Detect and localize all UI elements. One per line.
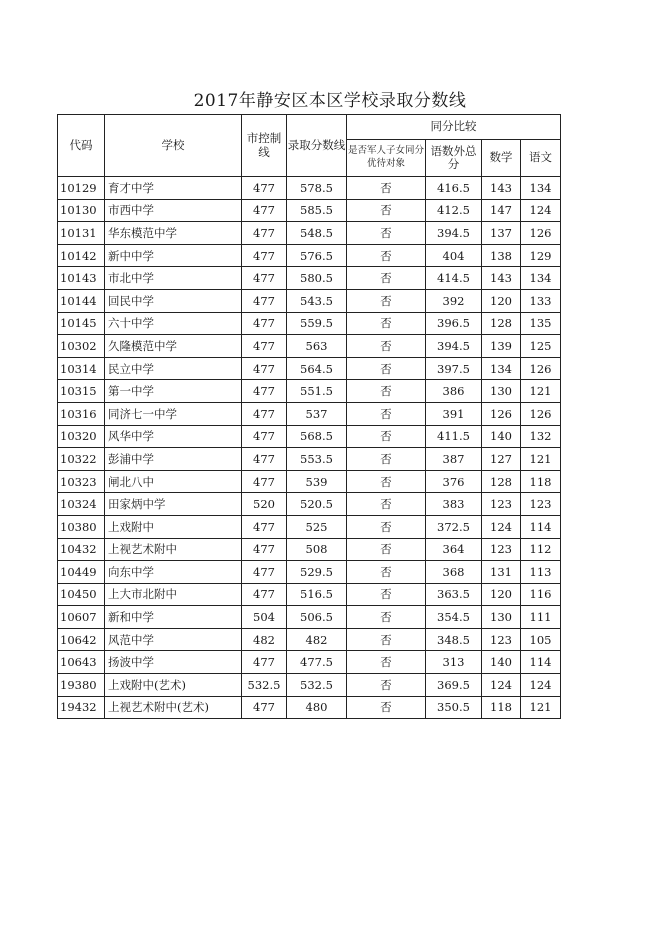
- military-priority-cell: 否: [347, 244, 426, 267]
- chinese-score-cell: 124: [521, 199, 561, 222]
- chinese-score-cell: 105: [521, 628, 561, 651]
- math-score-cell: 123: [482, 493, 521, 516]
- control-line-cell: 477: [242, 402, 287, 425]
- school-cell: 风华中学: [105, 425, 242, 448]
- table-row: [58, 448, 561, 471]
- table-row: [58, 470, 561, 493]
- code-cell: 10380: [58, 515, 105, 538]
- admission-score-cell: 537: [287, 402, 347, 425]
- table-row: [58, 177, 561, 200]
- military-priority-cell: 否: [347, 312, 426, 335]
- math-score-cell: 139: [482, 335, 521, 358]
- header-admission-score: 录取分数线: [287, 115, 347, 177]
- total-score-cell: 364: [426, 538, 482, 561]
- control-line-cell: 477: [242, 199, 287, 222]
- admission-score-cell: 563: [287, 335, 347, 358]
- header-chinese: 语文: [521, 140, 561, 177]
- military-priority-cell: 否: [347, 402, 426, 425]
- control-line-cell: 520: [242, 493, 287, 516]
- total-score-cell: 391: [426, 402, 482, 425]
- admission-score-cell: 543.5: [287, 289, 347, 312]
- table-row: [58, 674, 561, 697]
- table-row: [58, 493, 561, 516]
- school-cell: 育才中学: [105, 177, 242, 200]
- military-priority-cell: 否: [347, 606, 426, 629]
- admission-score-cell: 532.5: [287, 674, 347, 697]
- control-line-cell: 477: [242, 538, 287, 561]
- admission-score-cell: 508: [287, 538, 347, 561]
- code-cell: 19380: [58, 674, 105, 697]
- military-priority-cell: 否: [347, 357, 426, 380]
- chinese-score-cell: 126: [521, 357, 561, 380]
- admission-score-cell: 516.5: [287, 583, 347, 606]
- math-score-cell: 130: [482, 380, 521, 403]
- chinese-score-cell: 133: [521, 289, 561, 312]
- school-cell: 回民中学: [105, 289, 242, 312]
- control-line-cell: 477: [242, 177, 287, 200]
- chinese-score-cell: 114: [521, 651, 561, 674]
- total-score-cell: 411.5: [426, 425, 482, 448]
- total-score-cell: 394.5: [426, 222, 482, 245]
- school-cell: 彭浦中学: [105, 448, 242, 471]
- total-score-cell: 392: [426, 289, 482, 312]
- chinese-score-cell: 111: [521, 606, 561, 629]
- control-line-cell: 532.5: [242, 674, 287, 697]
- admission-score-cell: 568.5: [287, 425, 347, 448]
- chinese-score-cell: 126: [521, 222, 561, 245]
- control-line-cell: 482: [242, 628, 287, 651]
- military-priority-cell: 否: [347, 674, 426, 697]
- school-cell: 第一中学: [105, 380, 242, 403]
- table-row: [58, 312, 561, 335]
- admission-score-cell: 585.5: [287, 199, 347, 222]
- admission-score-cell: 580.5: [287, 267, 347, 290]
- code-cell: 10131: [58, 222, 105, 245]
- admission-score-cell: 548.5: [287, 222, 347, 245]
- header-total-excl-lang: 语数外总分: [426, 140, 482, 177]
- control-line-cell: 477: [242, 651, 287, 674]
- military-priority-cell: 否: [347, 177, 426, 200]
- school-cell: 六十中学: [105, 312, 242, 335]
- table-row: [58, 538, 561, 561]
- admission-score-cell: 480: [287, 696, 347, 719]
- military-priority-cell: 否: [347, 628, 426, 651]
- admission-score-cell: 506.5: [287, 606, 347, 629]
- school-cell: 上戏附中(艺术): [105, 674, 242, 697]
- control-line-cell: 477: [242, 335, 287, 358]
- code-cell: 10129: [58, 177, 105, 200]
- code-cell: 10142: [58, 244, 105, 267]
- control-line-cell: 477: [242, 515, 287, 538]
- math-score-cell: 137: [482, 222, 521, 245]
- military-priority-cell: 否: [347, 222, 426, 245]
- chinese-score-cell: 121: [521, 380, 561, 403]
- chinese-score-cell: 124: [521, 674, 561, 697]
- table-row: [58, 244, 561, 267]
- math-score-cell: 120: [482, 289, 521, 312]
- control-line-cell: 477: [242, 561, 287, 584]
- page-title: 2017年静安区本区学校录取分数线: [193, 91, 467, 111]
- total-score-cell: 383: [426, 493, 482, 516]
- school-cell: 上视艺术附中: [105, 538, 242, 561]
- total-score-cell: 416.5: [426, 177, 482, 200]
- total-score-cell: 313: [426, 651, 482, 674]
- school-cell: 闸北八中: [105, 470, 242, 493]
- code-cell: 10432: [58, 538, 105, 561]
- math-score-cell: 138: [482, 244, 521, 267]
- school-cell: 上视艺术附中(艺术): [105, 696, 242, 719]
- chinese-score-cell: 121: [521, 696, 561, 719]
- total-score-cell: 368: [426, 561, 482, 584]
- table-row: [58, 561, 561, 584]
- total-score-cell: 354.5: [426, 606, 482, 629]
- chinese-score-cell: 116: [521, 583, 561, 606]
- admission-score-cell: 559.5: [287, 312, 347, 335]
- admission-score-cell: 539: [287, 470, 347, 493]
- table-row: [58, 267, 561, 290]
- code-cell: 19432: [58, 696, 105, 719]
- control-line-cell: 477: [242, 357, 287, 380]
- control-line-cell: 477: [242, 583, 287, 606]
- code-cell: 10320: [58, 425, 105, 448]
- admission-score-cell: 578.5: [287, 177, 347, 200]
- total-score-cell: 394.5: [426, 335, 482, 358]
- military-priority-cell: 否: [347, 425, 426, 448]
- table-row: [58, 357, 561, 380]
- military-priority-cell: 否: [347, 515, 426, 538]
- math-score-cell: 140: [482, 425, 521, 448]
- table-row: [58, 335, 561, 358]
- table-row: [58, 583, 561, 606]
- control-line-cell: 477: [242, 696, 287, 719]
- military-priority-cell: 否: [347, 335, 426, 358]
- table-row: [58, 628, 561, 651]
- table-row: [58, 651, 561, 674]
- math-score-cell: 131: [482, 561, 521, 584]
- school-cell: 新中中学: [105, 244, 242, 267]
- chinese-score-cell: 134: [521, 177, 561, 200]
- code-cell: 10323: [58, 470, 105, 493]
- total-score-cell: 404: [426, 244, 482, 267]
- header-code: 代码: [58, 115, 105, 177]
- total-score-cell: 397.5: [426, 357, 482, 380]
- header-control-line: 市控制线: [242, 115, 287, 177]
- code-cell: 10316: [58, 402, 105, 425]
- code-cell: 10302: [58, 335, 105, 358]
- math-score-cell: 130: [482, 606, 521, 629]
- code-cell: 10324: [58, 493, 105, 516]
- header-military-priority: 是否军人子女同分优待对象: [347, 140, 426, 177]
- control-line-cell: 477: [242, 312, 287, 335]
- military-priority-cell: 否: [347, 493, 426, 516]
- total-score-cell: 369.5: [426, 674, 482, 697]
- school-cell: 风范中学: [105, 628, 242, 651]
- control-line-cell: 477: [242, 380, 287, 403]
- military-priority-cell: 否: [347, 380, 426, 403]
- math-score-cell: 143: [482, 267, 521, 290]
- math-score-cell: 143: [482, 177, 521, 200]
- table-row: [58, 402, 561, 425]
- chinese-score-cell: 125: [521, 335, 561, 358]
- code-cell: 10607: [58, 606, 105, 629]
- code-cell: 10144: [58, 289, 105, 312]
- admission-score-cell: 525: [287, 515, 347, 538]
- military-priority-cell: 否: [347, 696, 426, 719]
- chinese-score-cell: 112: [521, 538, 561, 561]
- math-score-cell: 140: [482, 651, 521, 674]
- admission-score-cell: 564.5: [287, 357, 347, 380]
- code-cell: 10315: [58, 380, 105, 403]
- military-priority-cell: 否: [347, 583, 426, 606]
- chinese-score-cell: 132: [521, 425, 561, 448]
- table-row: [58, 696, 561, 719]
- school-cell: 向东中学: [105, 561, 242, 584]
- total-score-cell: 396.5: [426, 312, 482, 335]
- table-body: [58, 177, 561, 719]
- total-score-cell: 363.5: [426, 583, 482, 606]
- total-score-cell: 412.5: [426, 199, 482, 222]
- military-priority-cell: 否: [347, 561, 426, 584]
- control-line-cell: 504: [242, 606, 287, 629]
- control-line-cell: 477: [242, 425, 287, 448]
- total-score-cell: 414.5: [426, 267, 482, 290]
- control-line-cell: 477: [242, 267, 287, 290]
- admission-score-cell: 520.5: [287, 493, 347, 516]
- table-row: [58, 606, 561, 629]
- math-score-cell: 126: [482, 402, 521, 425]
- code-cell: 10130: [58, 199, 105, 222]
- school-cell: 上大市北附中: [105, 583, 242, 606]
- school-cell: 同济七一中学: [105, 402, 242, 425]
- code-cell: 10643: [58, 651, 105, 674]
- control-line-cell: 477: [242, 448, 287, 471]
- military-priority-cell: 否: [347, 267, 426, 290]
- school-cell: 市西中学: [105, 199, 242, 222]
- control-line-cell: 477: [242, 222, 287, 245]
- military-priority-cell: 否: [347, 470, 426, 493]
- school-cell: 市北中学: [105, 267, 242, 290]
- military-priority-cell: 否: [347, 538, 426, 561]
- math-score-cell: 120: [482, 583, 521, 606]
- math-score-cell: 123: [482, 628, 521, 651]
- math-score-cell: 118: [482, 696, 521, 719]
- chinese-score-cell: 134: [521, 267, 561, 290]
- admission-score-cell: 576.5: [287, 244, 347, 267]
- total-score-cell: 386: [426, 380, 482, 403]
- admission-score-cell: 477.5: [287, 651, 347, 674]
- school-cell: 扬波中学: [105, 651, 242, 674]
- math-score-cell: 128: [482, 312, 521, 335]
- school-cell: 上戏附中: [105, 515, 242, 538]
- header-same-score-group: 同分比较: [347, 115, 561, 140]
- code-cell: 10322: [58, 448, 105, 471]
- total-score-cell: 372.5: [426, 515, 482, 538]
- header-school: 学校: [105, 115, 242, 177]
- admission-score-cell: 529.5: [287, 561, 347, 584]
- school-cell: 久隆模范中学: [105, 335, 242, 358]
- table-row: [58, 380, 561, 403]
- school-cell: 华东模范中学: [105, 222, 242, 245]
- code-cell: 10449: [58, 561, 105, 584]
- school-cell: 民立中学: [105, 357, 242, 380]
- chinese-score-cell: 123: [521, 493, 561, 516]
- code-cell: 10642: [58, 628, 105, 651]
- school-cell: 田家炳中学: [105, 493, 242, 516]
- admission-score-cell: 482: [287, 628, 347, 651]
- military-priority-cell: 否: [347, 651, 426, 674]
- table-row: [58, 515, 561, 538]
- chinese-score-cell: 126: [521, 402, 561, 425]
- table-row: [58, 199, 561, 222]
- chinese-score-cell: 113: [521, 561, 561, 584]
- math-score-cell: 124: [482, 515, 521, 538]
- math-score-cell: 124: [482, 674, 521, 697]
- code-cell: 10145: [58, 312, 105, 335]
- chinese-score-cell: 118: [521, 470, 561, 493]
- code-cell: 10143: [58, 267, 105, 290]
- military-priority-cell: 否: [347, 289, 426, 312]
- military-priority-cell: 否: [347, 199, 426, 222]
- total-score-cell: 387: [426, 448, 482, 471]
- math-score-cell: 123: [482, 538, 521, 561]
- control-line-cell: 477: [242, 470, 287, 493]
- math-score-cell: 147: [482, 199, 521, 222]
- table-row: [58, 222, 561, 245]
- total-score-cell: 348.5: [426, 628, 482, 651]
- school-cell: 新和中学: [105, 606, 242, 629]
- math-score-cell: 134: [482, 357, 521, 380]
- chinese-score-cell: 135: [521, 312, 561, 335]
- chinese-score-cell: 114: [521, 515, 561, 538]
- table-row: [58, 289, 561, 312]
- admission-score-cell: 551.5: [287, 380, 347, 403]
- admission-score-cell: 553.5: [287, 448, 347, 471]
- code-cell: 10314: [58, 357, 105, 380]
- control-line-cell: 477: [242, 289, 287, 312]
- math-score-cell: 127: [482, 448, 521, 471]
- math-score-cell: 128: [482, 470, 521, 493]
- header-math: 数学: [482, 140, 521, 177]
- code-cell: 10450: [58, 583, 105, 606]
- table-row: [58, 425, 561, 448]
- chinese-score-cell: 121: [521, 448, 561, 471]
- total-score-cell: 350.5: [426, 696, 482, 719]
- admission-score-table: [57, 114, 561, 719]
- control-line-cell: 477: [242, 244, 287, 267]
- total-score-cell: 376: [426, 470, 482, 493]
- military-priority-cell: 否: [347, 448, 426, 471]
- chinese-score-cell: 129: [521, 244, 561, 267]
